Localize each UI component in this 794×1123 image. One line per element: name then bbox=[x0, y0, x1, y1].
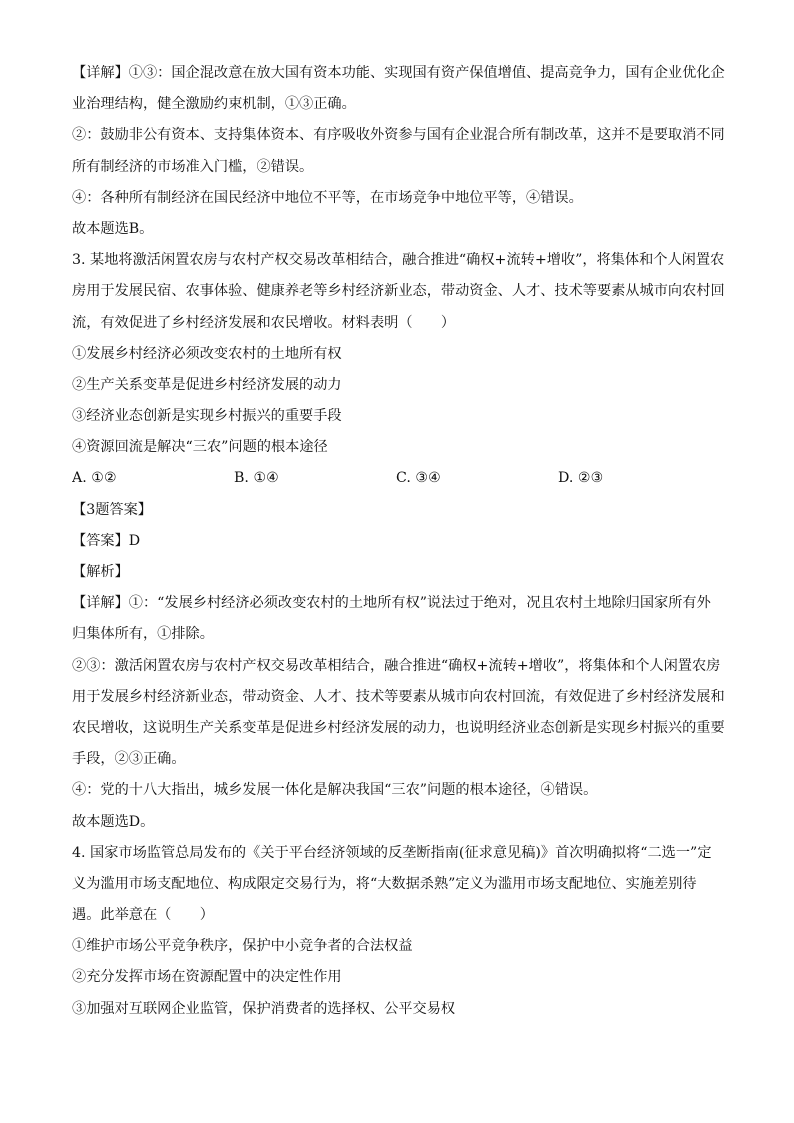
statement-1: ①维护市场公平竞争秩序，保护中小竞争者的合法权益 bbox=[72, 938, 413, 955]
text-line: 归集体所有，①排除。 bbox=[72, 626, 214, 643]
option-a: A. ①② bbox=[72, 470, 117, 487]
text-line: 流，有效促进了乡村经济发展和农民增收。材料表明（ ） bbox=[72, 314, 456, 331]
statement-4: ④资源回流是解决“三农”问题的根本途径 bbox=[72, 439, 328, 456]
text-line: 故本题选D。 bbox=[72, 813, 155, 830]
statement-3: ③加强对互联网企业监管，保护消费者的选择权、公平交易权 bbox=[72, 1000, 456, 1017]
text-line: 房用于发展民宿、农事体验、健康养老等乡村经济新业态，带动资金、人才、技术等要素从城市向农村回 bbox=[72, 283, 725, 300]
document-page bbox=[72, 58, 732, 1025]
text-line: ④：党的十八大指出，城乡发展一体化是解决我国“三农”问题的根本途径，④错误。 bbox=[72, 782, 598, 799]
text-line: 义为滥用市场支配地位、构成限定交易行为，将“大数据杀熟”定义为滥用市场支配地位、实施差别待 bbox=[72, 875, 697, 892]
answer-heading: 【3题答案】 bbox=[72, 501, 152, 518]
text-line: 【详解】①：“发展乡村经济必须改变农村的土地所有权”说法过于绝对，况且农村土地除归国家所有外 bbox=[72, 595, 711, 612]
answer-value: 【答案】D bbox=[72, 532, 141, 549]
text-line: ④：各种所有制经济在国民经济中地位不平等，在市场竞争中地位平等，④错误。 bbox=[72, 189, 583, 206]
text-line: 所有制经济的市场准入门槛，②错误。 bbox=[72, 158, 314, 175]
question-3-stem: 3. 某地将激活闲置农房与农村产权交易改革相结合，融合推进“确权+流转+增收”，将集体和个人闲置农 bbox=[72, 252, 725, 269]
text-line: ②③：激活闲置农房与农村产权交易改革相结合，融合推进“确权+流转+增收”，将集体和个人闲置农房 bbox=[72, 657, 721, 674]
option-b: B. ①④ bbox=[234, 470, 279, 487]
text-line: 【详解】①③：国企混改意在放大国有资本功能、实现国有资产保值增值、提高竞争力，国有企业优化企 bbox=[72, 65, 725, 81]
text-line: 业治理结构，健全激励约束机制，①③正确。 bbox=[72, 96, 356, 113]
text-line: 用于发展乡村经济新业态，带动资金、人才、技术等要素从城市向农村回流，有效促进了乡村经济发展和 bbox=[72, 688, 725, 705]
answer-options bbox=[72, 463, 732, 494]
text-line: 手段，②③正确。 bbox=[72, 751, 186, 768]
statement-2: ②生产关系变革是促进乡村经济发展的动力 bbox=[72, 376, 342, 393]
question-4-stem: 4. 国家市场监管总局发布的《关于平台经济领域的反垄断指南(征求意见稿)》首次明确拟将“二选一”定 bbox=[72, 844, 712, 861]
text-line: 故本题选B。 bbox=[72, 220, 154, 237]
option-d: D. ②③ bbox=[558, 470, 604, 487]
text-line: 农民增收，这说明生产关系变革是促进乡村经济发展的动力，也说明经济业态创新是实现乡村振兴的重要 bbox=[72, 719, 725, 736]
statement-2: ②充分发挥市场在资源配置中的决定性作用 bbox=[72, 969, 342, 986]
analysis-heading: 【解析】 bbox=[72, 564, 129, 580]
statement-1: ①发展乡村经济必须改变农村的土地所有权 bbox=[72, 345, 342, 362]
text-line: 遇。此举意在（ ） bbox=[72, 907, 214, 924]
option-c: C. ③④ bbox=[396, 470, 441, 487]
statement-3: ③经济业态创新是实现乡村振兴的重要手段 bbox=[72, 408, 342, 425]
text-line: ②：鼓励非公有资本、支持集体资本、有序吸收外资参与国有企业混合所有制改革，这并不是要取消不同 bbox=[72, 127, 725, 144]
